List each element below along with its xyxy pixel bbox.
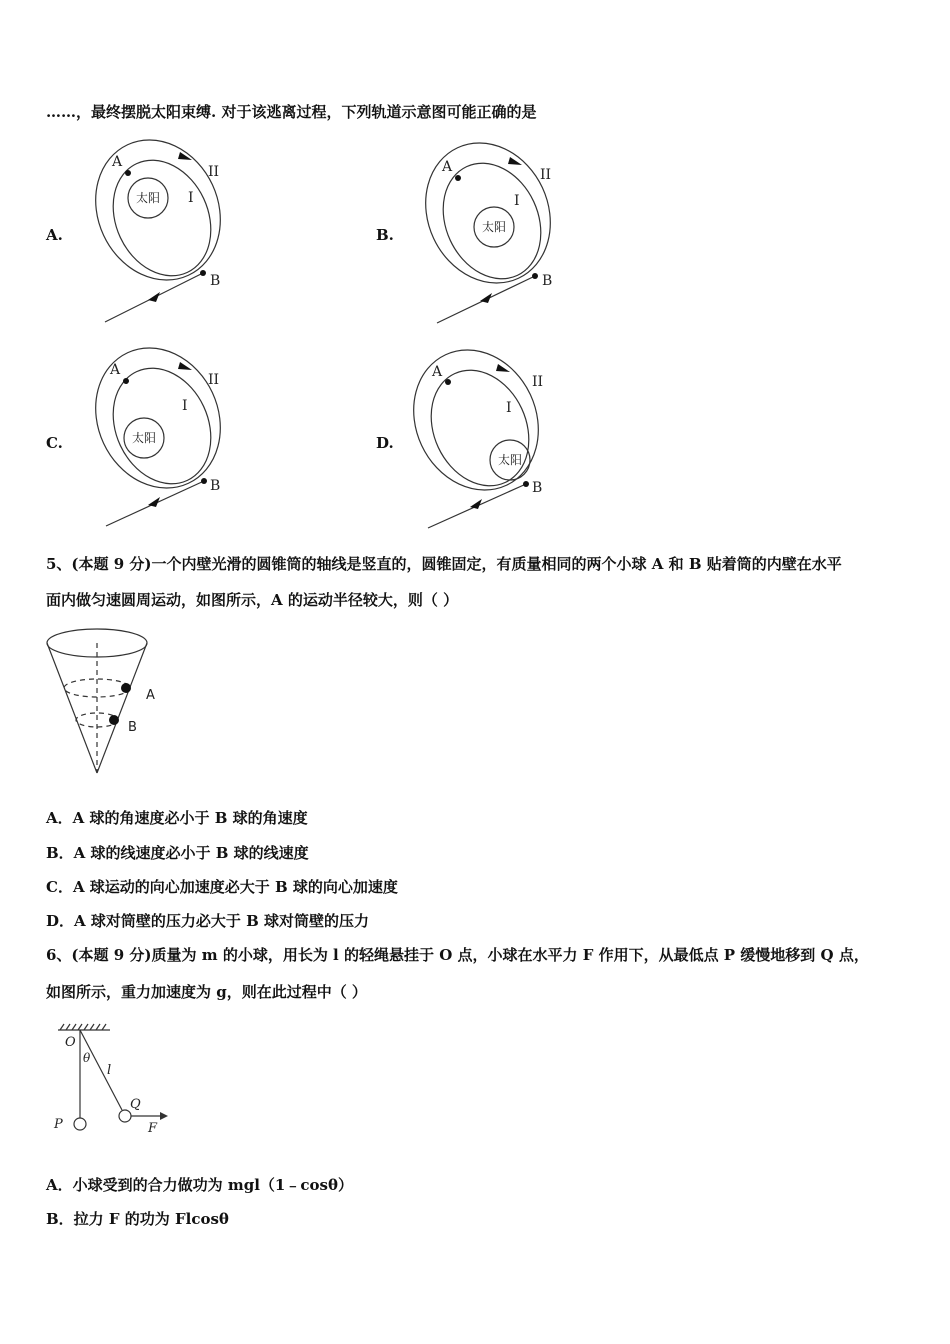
orbit-diagram-b xyxy=(430,145,570,335)
q6-option-b[interactable]: B．拉力 F 的功为 Flcosθ xyxy=(46,1210,229,1228)
cone-right-wall xyxy=(97,643,147,773)
label-orbit-i: I xyxy=(182,398,188,414)
point-b-dot xyxy=(523,481,529,487)
q6-text-line2: 如图所示，重力加速度为 g，则在此过程中（ ） xyxy=(46,983,367,1001)
force-arrowhead xyxy=(160,1112,168,1120)
label-p: P xyxy=(54,1117,63,1132)
q6-text-line1: 6、(本题 9 分)质量为 m 的小球，用长为 l 的轻绳悬挂于 O 点，小球在水平力 F 作用下，从最低点 P 缓慢地移到 Q 点， xyxy=(46,946,869,964)
label-b: B xyxy=(210,478,221,494)
point-a-dot xyxy=(445,379,451,385)
label-a: A xyxy=(432,364,443,380)
label-a: A xyxy=(112,154,123,170)
point-b-dot xyxy=(201,478,207,484)
orbit-diagram-a xyxy=(100,140,240,330)
q5-option-a[interactable]: A．A 球的角速度必小于 B 球的角速度 xyxy=(46,809,308,827)
label-a: A xyxy=(442,159,453,175)
label-orbit-i: I xyxy=(188,190,194,206)
label-f: F xyxy=(148,1121,158,1136)
sun-label: 太阳 xyxy=(132,431,157,445)
point-a-dot xyxy=(123,378,129,384)
intro-question-text: ……，最终摆脱太阳束缚. 对于该逃离过程，下列轨道示意图可能正确的是 xyxy=(46,103,537,121)
label-l: l xyxy=(107,1063,112,1078)
orbit-diagram-d xyxy=(418,352,558,542)
cone-left-wall xyxy=(47,643,97,773)
label-orbit-ii: II xyxy=(532,374,544,390)
q5-text-line2: 面内做匀速圆周运动，如图所示，A 的运动半径较大，则（ ） xyxy=(46,591,459,609)
cone-label-b: B xyxy=(128,720,137,735)
cone-label-a: A xyxy=(146,688,155,703)
option-a-label[interactable]: A. xyxy=(46,226,63,244)
sun-label: 太阳 xyxy=(498,453,523,467)
point-a-dot xyxy=(125,170,131,176)
label-theta: θ xyxy=(83,1051,91,1065)
label-o: O xyxy=(65,1035,76,1050)
sun-label: 太阳 xyxy=(482,220,507,234)
cone-diagram xyxy=(40,625,170,785)
label-orbit-ii: II xyxy=(208,372,220,388)
tilted-string xyxy=(80,1030,122,1110)
q5-option-c[interactable]: C．A 球运动的向心加速度必大于 B 球的向心加速度 xyxy=(46,878,398,896)
point-b-dot xyxy=(200,270,206,276)
option-d-label[interactable]: D. xyxy=(376,434,394,452)
label-orbit-ii: II xyxy=(208,164,220,180)
label-b: B xyxy=(532,480,543,496)
label-orbit-ii: II xyxy=(540,167,552,183)
option-c-label[interactable]: C. xyxy=(46,434,63,452)
q6-option-a[interactable]: A．小球受到的合力做功为 mgl（1﹣cosθ） xyxy=(46,1176,353,1194)
ball-p xyxy=(74,1118,86,1130)
label-b: B xyxy=(542,273,553,289)
label-orbit-i: I xyxy=(514,193,520,209)
point-a-dot xyxy=(455,175,461,181)
ceiling-hatch xyxy=(60,1024,106,1030)
option-b-label[interactable]: B. xyxy=(376,226,394,244)
label-orbit-i: I xyxy=(506,400,512,416)
sun-label: 太阳 xyxy=(136,191,161,205)
q5-option-d[interactable]: D．A 球对筒壁的压力必大于 B 球对筒壁的压力 xyxy=(46,912,369,930)
label-b: B xyxy=(210,273,221,289)
ball-b xyxy=(109,715,119,725)
pendulum-diagram xyxy=(50,1020,180,1140)
orbit-diagram-c xyxy=(100,350,240,540)
q5-text-line1: 5、(本题 9 分)一个内壁光滑的圆锥筒的轴线是竖直的，圆锥固定，有质量相同的两个小球 A 和 B 贴着筒的内壁在水平 xyxy=(46,555,842,573)
ball-a xyxy=(121,683,131,693)
q5-option-b[interactable]: B．A 球的线速度必小于 B 球的线速度 xyxy=(46,844,309,862)
label-q: Q xyxy=(130,1097,141,1112)
arrow-escape xyxy=(148,292,160,302)
label-a: A xyxy=(110,362,121,378)
point-b-dot xyxy=(532,273,538,279)
